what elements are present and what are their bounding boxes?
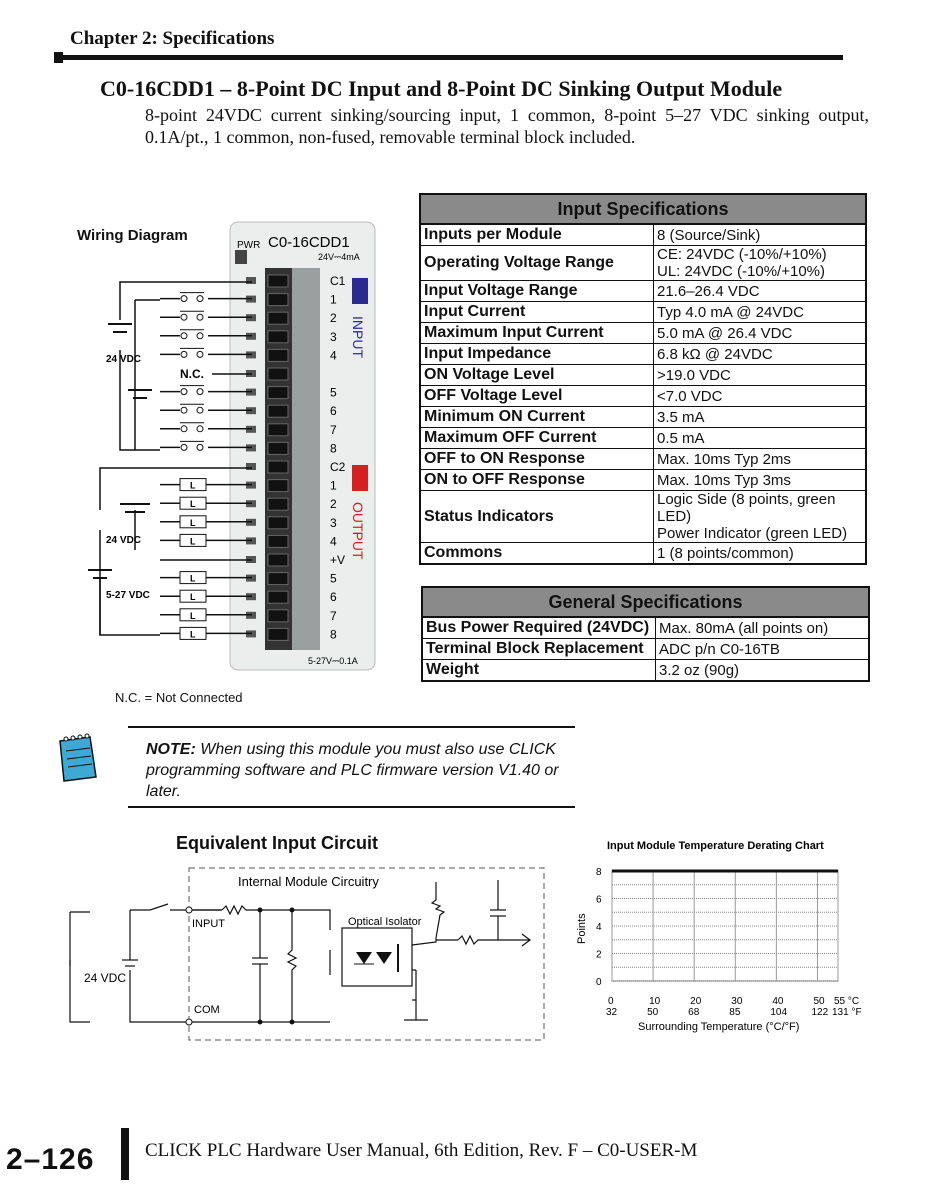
output-side-label: OUTPUT: [350, 502, 366, 560]
terminal-screw: [268, 331, 288, 343]
spec-value: [654, 344, 867, 365]
spec-key: Input Current: [420, 302, 654, 323]
note-body: When using this module you must also use CLICK programming software and PLC firmware version V1.40 or later.: [146, 741, 559, 800]
terminal-screw: [268, 442, 288, 454]
spec-row: [420, 365, 866, 386]
supply-24-label: 24 VDC: [106, 354, 142, 365]
spec-value-line: Logic Side (8 points, green LED): [657, 491, 836, 525]
terminal-label: 1: [330, 292, 337, 307]
module-name: C0-16CDD1: [268, 234, 350, 251]
terminal-label: 5: [330, 571, 337, 586]
spec-value-line: 6.8 kΩ @ 24VDC: [657, 345, 773, 363]
spec-value: [654, 323, 867, 344]
supply-label: 24 VDC: [84, 971, 127, 985]
chart-x-tick-f: 32: [606, 1007, 618, 1018]
chart-x-tick-c: 0: [608, 996, 614, 1007]
input-switch: [180, 330, 208, 340]
chart-x-label: Surrounding Temperature (°C/°F): [638, 1021, 800, 1033]
terminal-label: 5: [330, 385, 337, 400]
chart-y-tick: 2: [596, 949, 602, 961]
load-label: L: [190, 536, 196, 547]
chart-x-tick-f: 50: [647, 1007, 659, 1018]
note-rule-top: [128, 726, 575, 728]
input-specifications-table: [419, 193, 867, 565]
spec-value: [656, 617, 870, 639]
spec-key: OFF Voltage Level: [420, 386, 654, 407]
terminal-label: 7: [330, 422, 337, 437]
spec-value-line: ADC p/n C0-16TB: [659, 640, 780, 658]
terminal-label: 8: [330, 441, 337, 456]
footer-bar: [121, 1128, 129, 1180]
spec-value-line: Max. 10ms Typ 3ms: [657, 471, 791, 489]
general-spec-title: General Specifications: [422, 587, 869, 617]
spec-key: Minimum ON Current: [420, 407, 654, 428]
chart-x-tick-f: 85: [729, 1007, 741, 1018]
spec-value-line: 3.2 oz (90g): [659, 661, 740, 679]
spec-key: Terminal Block Replacement: [422, 639, 656, 660]
spec-value: [654, 449, 867, 470]
terminal-screw: [268, 387, 288, 399]
spec-value: [656, 660, 870, 682]
spec-value: [654, 386, 867, 407]
spec-value-line: CE: 24VDC (-10%/+10%): [657, 246, 827, 263]
chart-x-tick-f: 122: [811, 1007, 829, 1018]
chart-x-tick-f: 131 °F: [832, 1007, 862, 1018]
spec-key: Bus Power Required (24VDC): [422, 617, 656, 639]
spec-row: [420, 386, 866, 407]
input-spec-title: Input Specifications: [420, 194, 866, 224]
spec-row: [420, 491, 866, 543]
terminal-label: 4: [330, 534, 337, 549]
spec-row: [420, 428, 866, 449]
terminal-label: 6: [330, 404, 337, 419]
terminal-led: [246, 277, 256, 284]
spec-row: [420, 344, 866, 365]
spec-row: [422, 639, 869, 660]
chart-y-tick: 6: [596, 894, 602, 906]
input-switch: [180, 423, 208, 433]
chart-x-tick-c: 50: [813, 996, 825, 1007]
nc-label: N.C.: [180, 367, 204, 381]
input-color-bar: [352, 278, 368, 304]
spec-value: [654, 491, 867, 543]
spec-row: [420, 323, 866, 344]
load-label: L: [190, 517, 196, 528]
spec-value: [654, 428, 867, 449]
terminal-screw: [268, 312, 288, 324]
spec-value-line: >19.0 VDC: [657, 366, 731, 384]
com-terminal-label: COM: [194, 1004, 220, 1016]
spec-key: Maximum OFF Current: [420, 428, 654, 449]
spec-key: Status Indicators: [420, 491, 654, 543]
chart-x-tick-c: 20: [690, 996, 702, 1007]
page-title: C0-16CDD1 – 8-Point DC Input and 8-Point DC Sinking Output Module: [100, 76, 783, 101]
terminal-screw: [268, 275, 288, 287]
note-label: NOTE:: [146, 741, 196, 758]
terminal-screw: [268, 424, 288, 436]
load-label: L: [190, 592, 196, 603]
terminal-label: 1: [330, 478, 337, 493]
wiring-diagram-label: Wiring Diagram: [77, 227, 188, 244]
spec-key: ON to OFF Response: [420, 470, 654, 491]
terminal-label: 6: [330, 590, 337, 605]
terminal-screw: [268, 480, 288, 492]
spec-value: [654, 407, 867, 428]
chart-y-label: Points: [576, 913, 588, 944]
terminal-screw: [268, 294, 288, 306]
input-switch: [180, 386, 208, 396]
spec-key: Maximum Input Current: [420, 323, 654, 344]
spec-key: Inputs per Module: [420, 224, 654, 246]
spec-row: [420, 449, 866, 470]
spec-key: OFF to ON Response: [420, 449, 654, 470]
chart-x-tick-f: 104: [770, 1007, 788, 1018]
load-label: L: [190, 573, 196, 584]
spec-key: Input Voltage Range: [420, 281, 654, 302]
spec-key: Weight: [422, 660, 656, 682]
equivalent-input-circuit: [60, 860, 560, 1045]
load-label: L: [190, 480, 196, 491]
input-switch: [180, 441, 208, 451]
spec-value-line: UL: 24VDC (-10%/+10%): [657, 263, 825, 280]
terminal-label: C2: [330, 460, 346, 474]
general-specifications-table: [421, 586, 870, 682]
spec-row: [420, 470, 866, 491]
spec-value-line: Max. 10ms Typ 2ms: [657, 450, 791, 468]
load-label: L: [190, 610, 196, 621]
wiring-diagram: [80, 220, 410, 680]
spec-row: [420, 281, 866, 302]
derating-chart: [570, 834, 870, 1044]
equivalent-circuit-title: Equivalent Input Circuit: [176, 833, 379, 853]
spec-key: Input Impedance: [420, 344, 654, 365]
spec-value: [654, 543, 867, 565]
terminal-screw: [268, 517, 288, 529]
spec-row: [420, 302, 866, 323]
terminal-label: C1: [330, 274, 346, 288]
pwr-led: [235, 250, 247, 264]
spec-key: ON Voltage Level: [420, 365, 654, 386]
chart-y-tick: 8: [596, 867, 602, 878]
terminal-screw: [268, 405, 288, 417]
spec-value-line: Typ 4.0 mA @ 24VDC: [657, 303, 804, 321]
footer-text: CLICK PLC Hardware User Manual, 6th Edition, Rev. F – C0-USER-M: [145, 1140, 698, 1161]
terminal-screw: [268, 610, 288, 622]
terminal-screw: [268, 554, 288, 566]
chapter-heading: Chapter 2: Specifications: [70, 28, 275, 49]
terminal-label: 3: [330, 515, 337, 530]
load-label: L: [190, 629, 196, 640]
chart-x-tick-c: 30: [731, 996, 743, 1007]
spec-value-line: Power Indicator (green LED): [657, 525, 848, 542]
terminal-led: [246, 463, 256, 470]
rating-bottom: 5-27V⎓0.1A: [308, 656, 358, 666]
input-switch: [180, 404, 208, 414]
chart-x-tick-c: 40: [772, 996, 784, 1007]
input-switch: [180, 293, 208, 303]
spec-value-line: 5.0 mA @ 26.4 VDC: [657, 324, 793, 342]
pwr-label: PWR: [237, 240, 261, 251]
internal-label: Internal Module Circuitry: [238, 874, 379, 889]
spec-key: Commons: [420, 543, 654, 565]
terminal-screw: [268, 498, 288, 510]
terminal-label: 7: [330, 608, 337, 623]
input-terminal-label: INPUT: [192, 918, 225, 930]
spec-value: [654, 224, 867, 246]
spec-key: Operating Voltage Range: [420, 246, 654, 281]
input-switch: [180, 348, 208, 358]
spec-value-line: <7.0 VDC: [657, 387, 723, 405]
spec-row: [420, 224, 866, 246]
spec-value: [654, 365, 867, 386]
terminal-screw: [268, 535, 288, 547]
terminal-screw: [268, 461, 288, 473]
spec-value: [654, 470, 867, 491]
supply-527-label: 5-27 VDC: [106, 590, 150, 601]
terminal-label: 4: [330, 348, 337, 363]
spec-value-line: Max. 80mA (all points on): [659, 619, 829, 637]
chart-x-tick-f: 68: [688, 1007, 700, 1018]
terminal-screw: [268, 368, 288, 380]
chart-title: Input Module Temperature Derating Chart: [607, 840, 824, 852]
input-side-label: INPUT: [350, 316, 366, 358]
terminal-screw: [268, 349, 288, 361]
spec-value: [654, 281, 867, 302]
chart-x-tick-c: 55 °C: [834, 996, 860, 1007]
chart-y-tick: 4: [596, 922, 602, 933]
page-number: 2–126: [6, 1143, 95, 1176]
spec-value: [654, 302, 867, 323]
spec-row: [420, 407, 866, 428]
chapter-rule-tick: [54, 52, 63, 63]
optical-label: Optical Isolator: [348, 916, 422, 928]
terminal-label: 8: [330, 627, 337, 642]
spec-row: [422, 660, 869, 682]
load-label: L: [190, 499, 196, 510]
spec-value: [654, 246, 867, 281]
chart-x-tick-c: 10: [649, 996, 661, 1007]
spec-row: [420, 543, 866, 565]
spec-value-line: 0.5 mA: [657, 429, 705, 447]
terminal-label: +V: [330, 553, 346, 567]
terminal-screw: [268, 591, 288, 603]
rating-top: 24V⎓4mA: [318, 252, 360, 262]
spec-value: [656, 639, 870, 660]
chapter-rule: [54, 55, 843, 60]
notepad-icon: [56, 733, 100, 783]
terminal-label: 2: [330, 497, 337, 512]
input-switch: [180, 311, 208, 321]
terminal-screw: [268, 628, 288, 640]
module-description: 8-point 24VDC current sinking/sourcing input, 1 common, 8-point 5–27 VDC sinking output, 0.1A/pt., 1 common, non-fused, removable terminal block included.: [145, 105, 869, 147]
spec-value-line: 21.6–26.4 VDC: [657, 282, 760, 300]
note-rule-bottom: [128, 806, 575, 808]
spec-row: [422, 617, 869, 639]
spec-value-line: 8 (Source/Sink): [657, 226, 761, 244]
output-color-bar: [352, 465, 368, 491]
spec-value-line: 3.5 mA: [657, 408, 705, 426]
terminal-label: 2: [330, 311, 337, 326]
spec-value-line: 1 (8 points/common): [657, 544, 794, 562]
note-text: [146, 739, 566, 802]
terminal-label: 3: [330, 329, 337, 344]
terminal-screw: [268, 573, 288, 585]
supply-24-output-label: 24 VDC: [106, 535, 142, 546]
spec-row: [420, 246, 866, 281]
nc-footnote: N.C. = Not Connected: [115, 690, 243, 705]
chart-y-tick: 0: [596, 977, 602, 988]
